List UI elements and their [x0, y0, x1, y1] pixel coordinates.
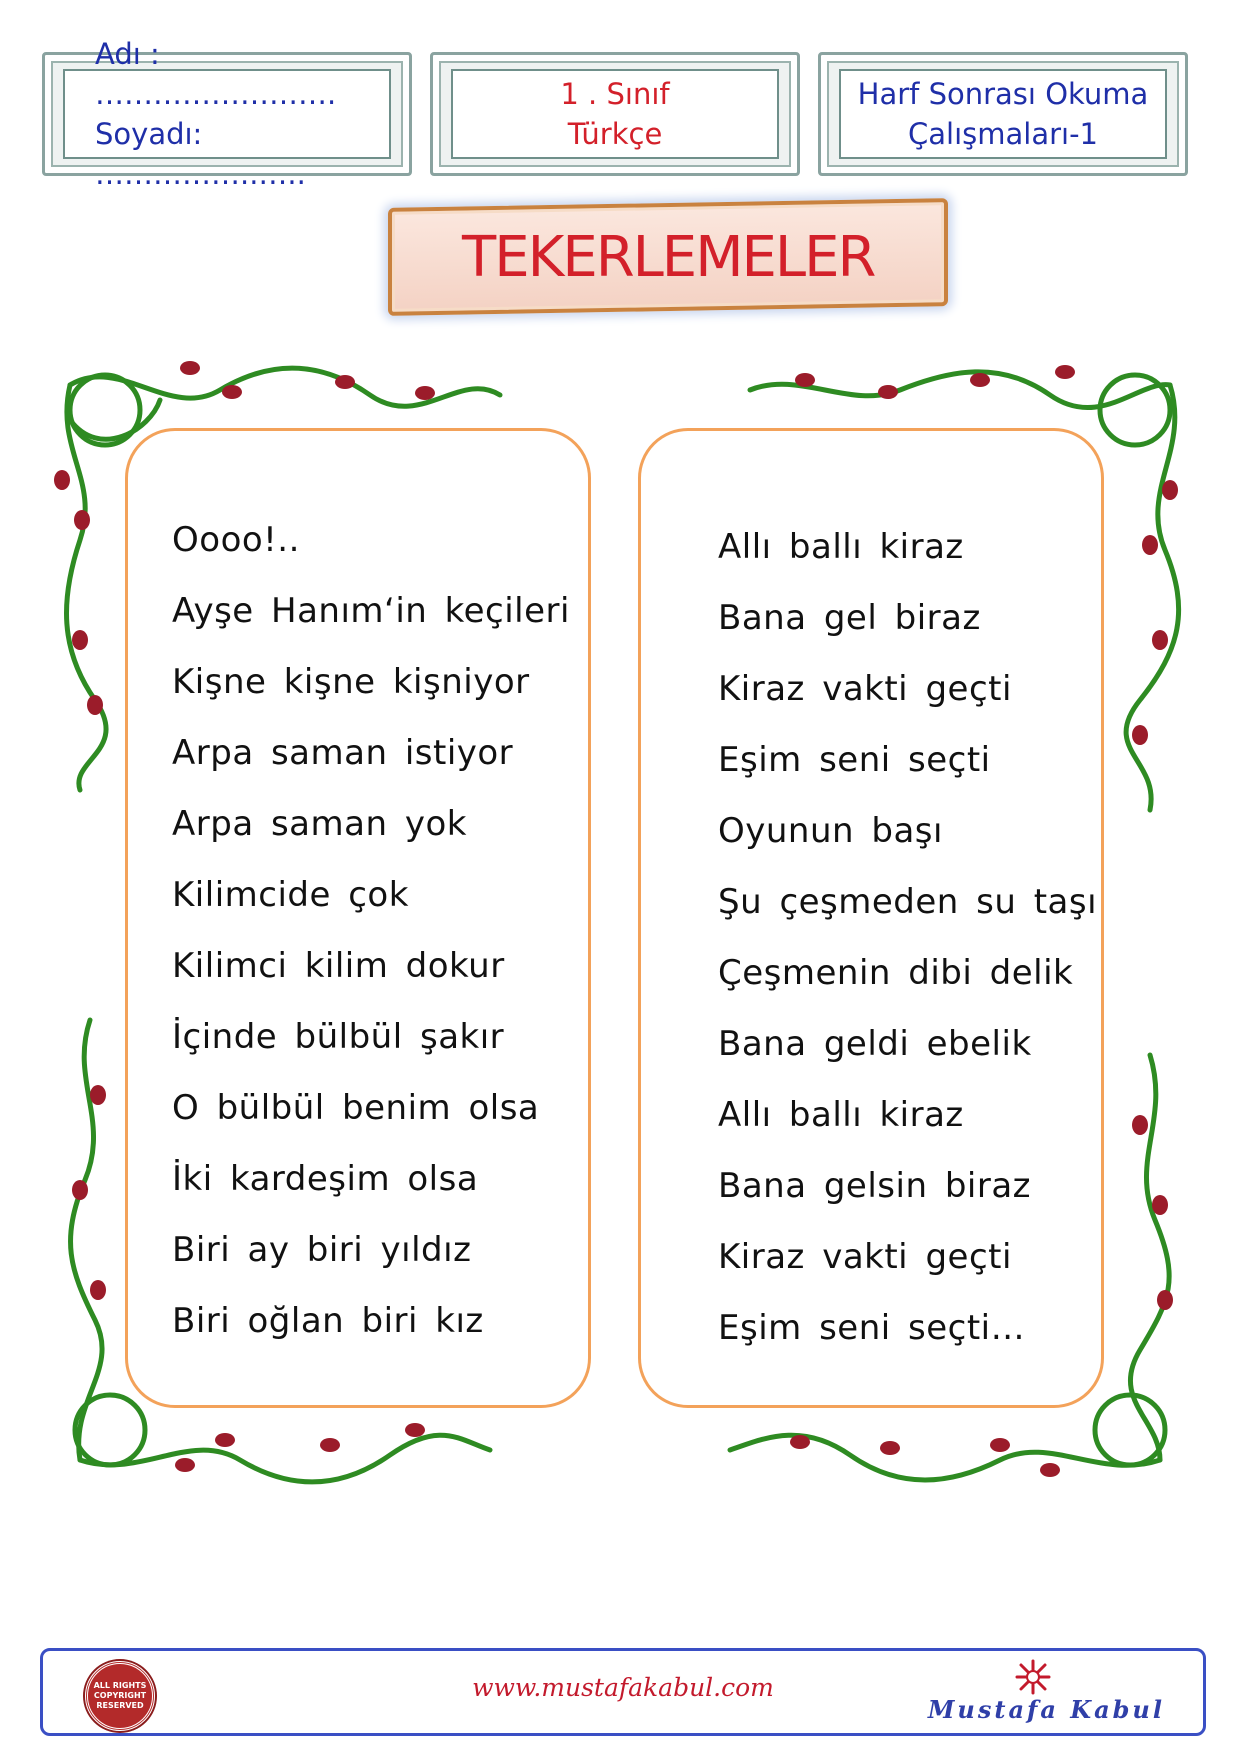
footer — [40, 1648, 1206, 1736]
poem-line: Kiraz vakti geçti — [718, 669, 1012, 709]
poem-line: Arpa saman yok — [172, 804, 467, 844]
poem-line: Kilimci kilim dokur — [172, 946, 505, 986]
poem-line: Allı ballı kiraz — [718, 1095, 964, 1135]
poem-line: Kiraz vakti geçti — [718, 1237, 1012, 1277]
left-poem — [172, 505, 570, 1357]
poem-line: Ayşe Hanım‘in keçileri — [172, 591, 570, 631]
grade-label: 1 . Sınıf — [560, 77, 670, 111]
worksheet-title-line2: Çalışmaları-1 — [908, 117, 1098, 151]
subject-label: Türkçe — [567, 117, 663, 151]
poem-line: Bana gel biraz — [718, 598, 981, 638]
seal-line: COPYRIGHT — [93, 1691, 147, 1700]
website-link[interactable]: www.mustafakabul.com — [472, 1673, 774, 1702]
poem-line: Eşim seni seçti… — [718, 1308, 1026, 1348]
poem-line: Bana gelsin biraz — [718, 1166, 1032, 1206]
poem-line: İki kardeşim olsa — [172, 1159, 479, 1199]
page-title: TEKERLEMELER — [461, 224, 875, 290]
poem-line: İçinde bülbül şakır — [172, 1017, 505, 1057]
poem-line: Kilimcide çok — [172, 875, 409, 915]
poem-line: Şu çeşmeden su taşı — [718, 882, 1098, 922]
poem-line: Biri ay biri yıldız — [172, 1230, 472, 1270]
poem-line: Arpa saman istiyor — [172, 733, 514, 773]
poem-line: Allı ballı kiraz — [718, 527, 964, 567]
poem-line: O bülbül benim olsa — [172, 1088, 540, 1128]
seal-line: RESERVED — [96, 1701, 144, 1710]
poem-line: Kişne kişne kişniyor — [172, 662, 530, 702]
surname-field[interactable]: Soyadı: ……………..….. — [95, 117, 306, 191]
right-poem — [718, 512, 1097, 1364]
poem-line: Eşim seni seçti — [718, 740, 991, 780]
brand-signature: Mustafa Kabul — [927, 1695, 1165, 1724]
name-field[interactable]: Adı : ……………………. — [95, 37, 337, 111]
worksheet-title-line1: Harf Sonrası Okuma — [857, 77, 1149, 111]
poem-line: Biri oğlan biri kız — [172, 1301, 484, 1341]
poem-line: Oyunun başı — [718, 811, 943, 851]
seal-line: ALL RIGHTS — [93, 1681, 147, 1690]
poem-line: Bana geldi ebelik — [718, 1024, 1032, 1064]
poem-line: Oooo!.. — [172, 520, 300, 560]
poem-line: Çeşmenin dibi delik — [718, 953, 1074, 993]
flower-logo-icon — [1013, 1657, 1053, 1697]
